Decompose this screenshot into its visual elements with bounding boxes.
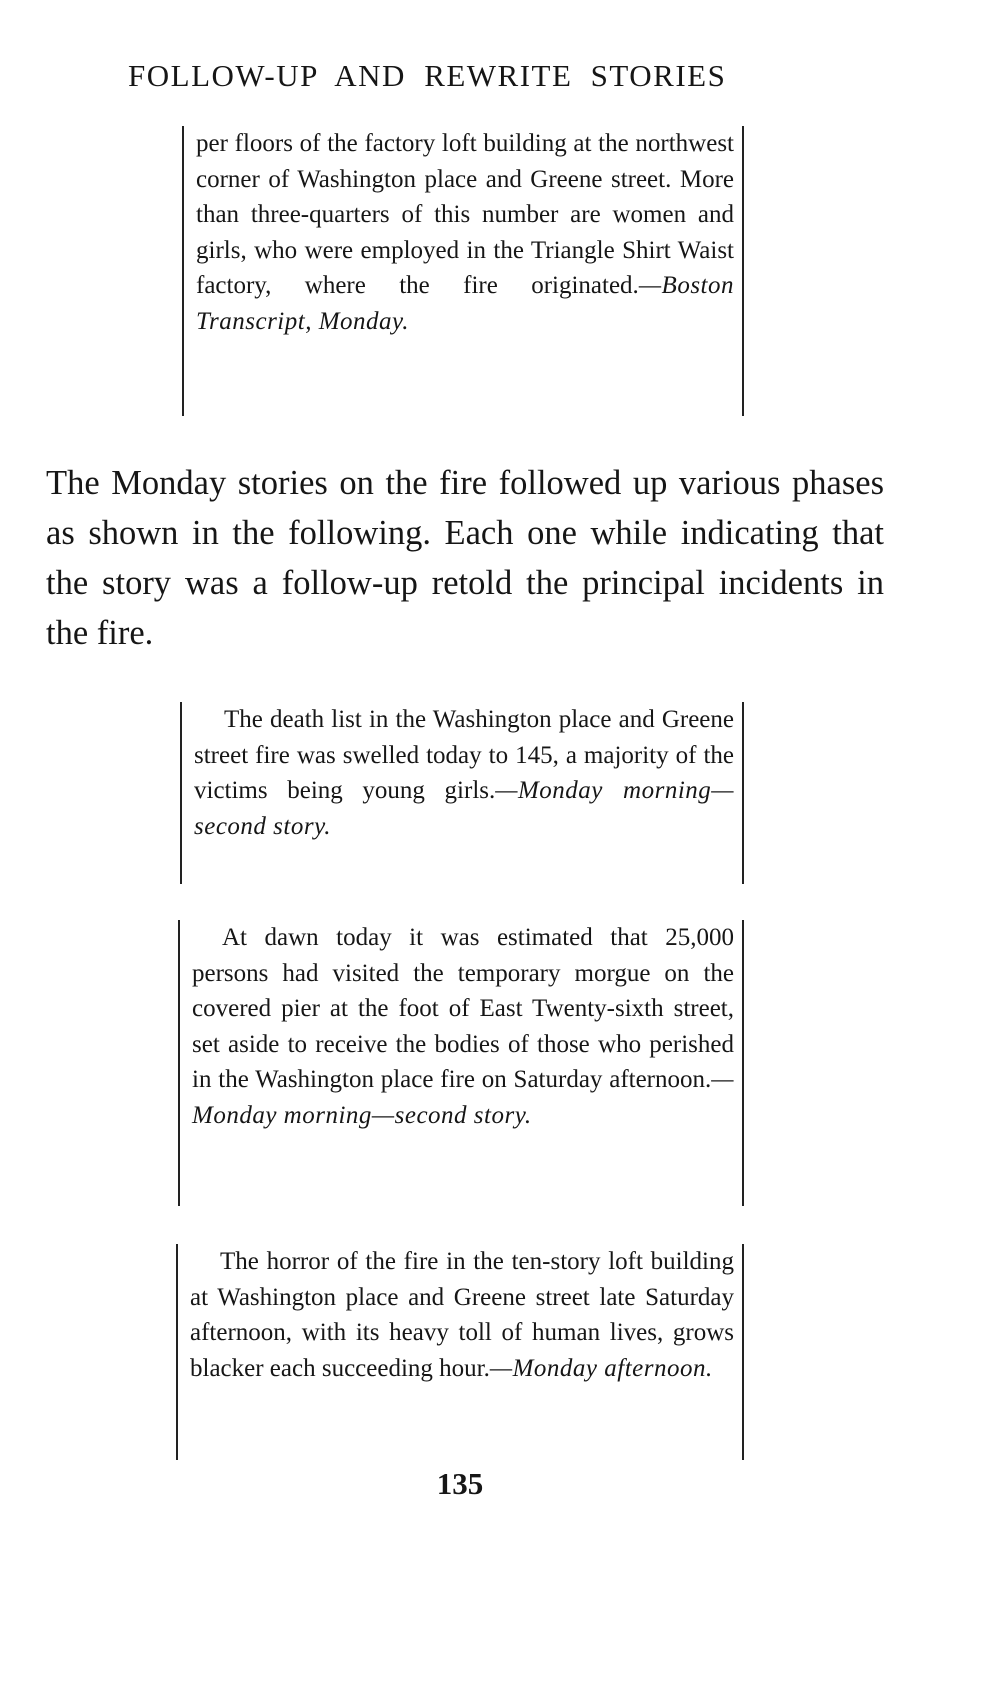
news-clipping-boston-transcript (182, 126, 744, 416)
clipping-body: The death list in the Washington place and Greene street fire was swelled today to 145, a majority of the victims being young girls. (194, 706, 734, 804)
clipping-source: —Monday afternoon. (489, 1354, 713, 1382)
clipping-source: —Monday morning—second story. (194, 777, 734, 840)
clipping-body: At dawn today it was estimated that 25,000 persons had visited the temporary morgue on the covered pier at the foot of East Twenty-sixth street, set aside to receive the bodies of those who perished in the Washington place fire on Saturday afternoon. (192, 924, 734, 1093)
page-number: 135 (436, 1466, 484, 1501)
clipping-text (180, 920, 742, 1133)
clipping-source: —Monday morning—second story. (192, 1066, 734, 1129)
running-head: FOLLOW-UP AND REWRITE STORIES (128, 58, 727, 93)
clipping-body: per floors of the factory loft building at the northwest corner of Washington place and Greene street. More than three-quarters of this number are women and girls, who were employed in the Triangle Shirt Waist factory, where the fire originated. (196, 130, 734, 299)
clipping-text (182, 702, 742, 844)
clipping-body: The horror of the fire in the ten-story loft building at Washington place and Greene street late Saturday afternoon, with its heavy toll of human lives, grows blacker each succeeding hour. (190, 1248, 734, 1382)
clipping-text (184, 126, 742, 339)
clipping-source: —Boston Transcript, Monday. (196, 272, 734, 335)
clipping-text (178, 1244, 742, 1386)
news-clipping-death-list (180, 702, 744, 884)
news-clipping-horror (176, 1244, 744, 1460)
news-clipping-morgue (178, 920, 744, 1206)
body-paragraph: The Monday stories on the fire followed up various phases as shown in the following. Each one while indicating that the story was a follow-up retold the principal incidents in the fire. (46, 464, 884, 652)
